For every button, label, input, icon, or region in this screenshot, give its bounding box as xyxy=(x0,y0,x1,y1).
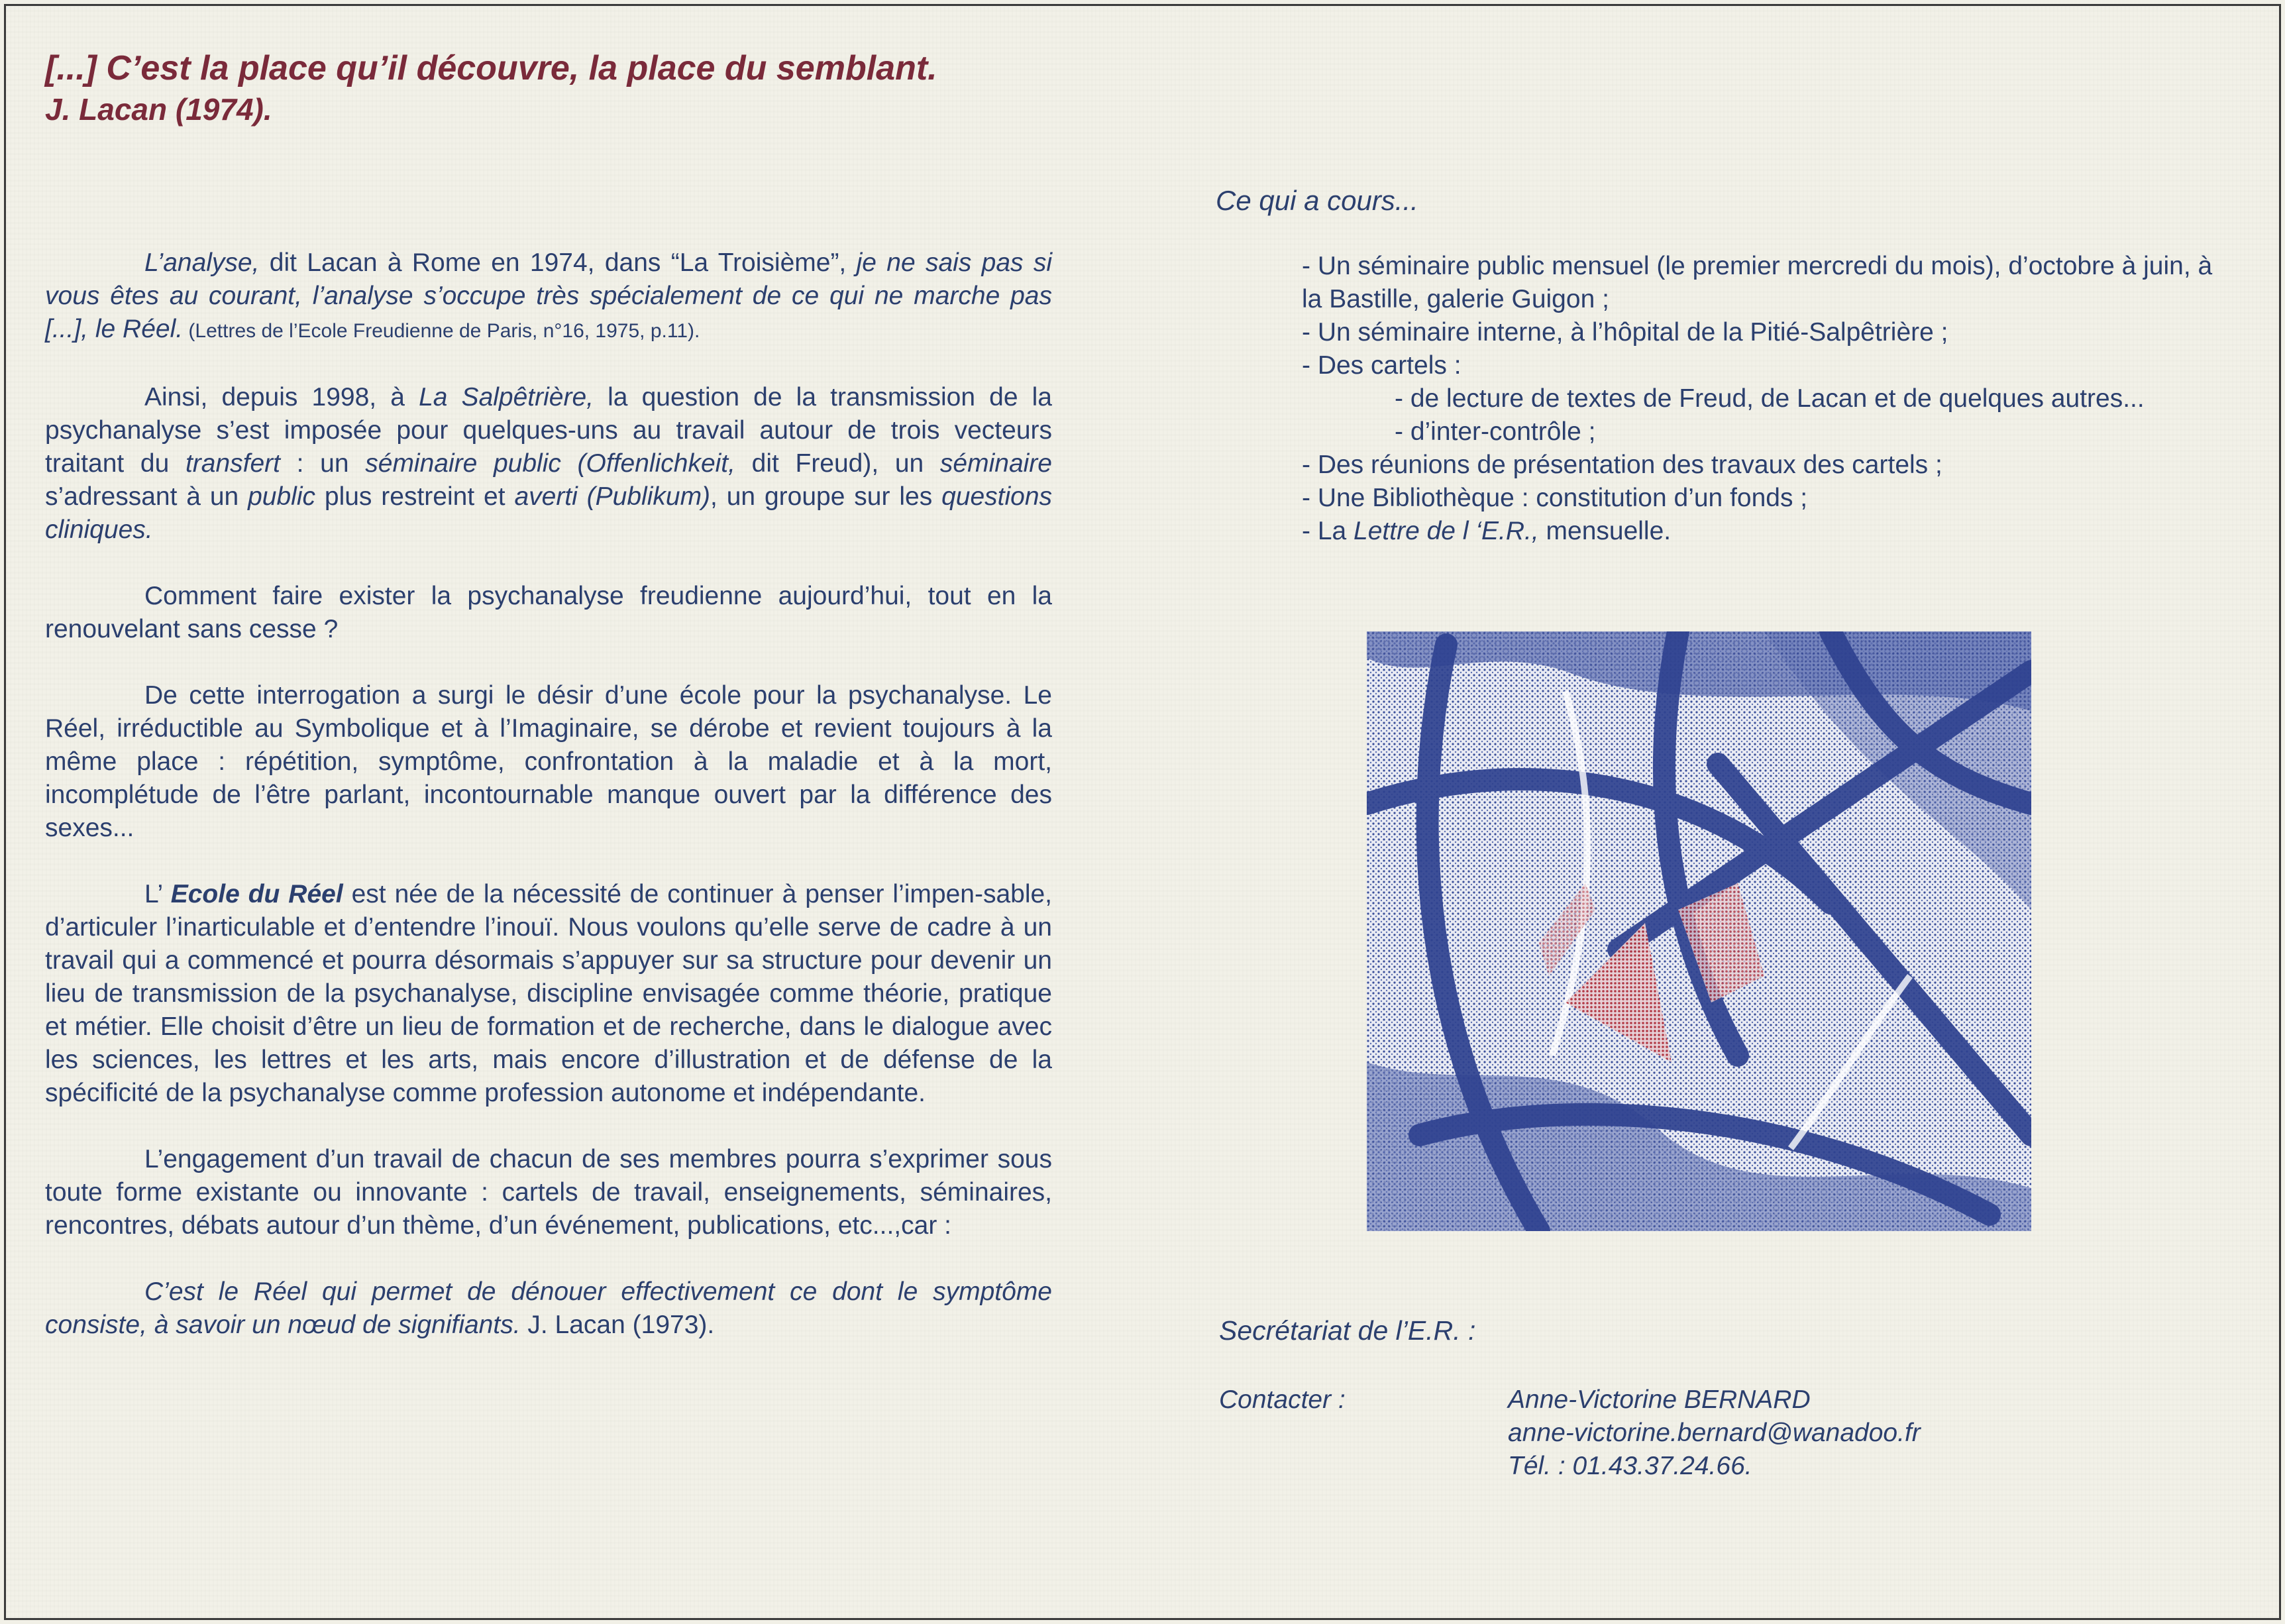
epigraph-quote: [...] C’est la place qu’il découvre, la place du semblant. xyxy=(45,49,937,87)
contact-email: anne-victorine.bernard@wanadoo.fr xyxy=(1508,1419,1921,1447)
p7-citation: J. Lacan (1973). xyxy=(520,1311,715,1339)
p2-j: public xyxy=(248,482,316,511)
contact-label: Contacter : xyxy=(1219,1385,1346,1414)
p2-e: : un xyxy=(280,449,366,478)
p5-a: L’ xyxy=(144,880,171,908)
paragraph-2 xyxy=(45,381,1052,547)
letter-title: Lettre de l ‘E.R., xyxy=(1354,517,1539,545)
p2-h: séminaire xyxy=(939,449,1052,478)
paragraph-7 xyxy=(45,1275,1052,1342)
epigraph-attribution: J. Lacan (1974). xyxy=(45,92,272,127)
contact-name: Anne-Victorine BERNARD xyxy=(1508,1385,1811,1414)
stippled-artwork-image xyxy=(1367,631,2031,1231)
p1-quote: je ne sais pas si vous êtes au courant, l’analyse s’occupe très spécialement de ce qui ne marche pas [...], le Réel. xyxy=(45,248,1052,343)
activities-list xyxy=(1216,250,2223,548)
list-subitem: - d’inter-contrôle ; xyxy=(1395,417,1596,446)
epigraph xyxy=(45,46,1052,129)
p2-a: Ainsi, depuis 1998, à xyxy=(144,383,419,411)
list-item: - Des cartels : xyxy=(1302,351,1461,380)
p1-text: dit Lacan à Rome en 1974, dans “La Troisième”, xyxy=(259,248,857,277)
right-column xyxy=(1216,182,2223,548)
p2-d: transfert xyxy=(185,449,281,478)
p2-f: séminaire public (Offenlichkeit, xyxy=(365,449,735,478)
p3-text: Comment faire exister la psychanalyse freudienne aujourd’hui, tout en la renouvelant sans cesse ? xyxy=(45,582,1052,643)
list-item xyxy=(1302,515,2223,548)
contact-values xyxy=(1508,1383,2104,1483)
p7-quote: C’est le Réel qui permet de dénouer effectivement ce dont le symptôme consiste, à savoir un nœud de signifiants. xyxy=(45,1277,1052,1339)
contact-phone: Tél. : 01.43.37.24.66. xyxy=(1508,1452,1752,1480)
paragraph-6 xyxy=(45,1143,1052,1242)
p6-text: L’engagement d’un travail de chacun de ses membres pourra s’exprimer sous toute forme existante ou innovante : cartels de travail, enseignements, séminaires, rencontres, débats autour d’un thème, d’un événement, publications, etc...,car : xyxy=(45,1145,1052,1240)
p2-l: averti (Publikum) xyxy=(514,482,711,511)
list-item: - Un séminaire interne, à l’hôpital de la Pitié-Salpêtrière ; xyxy=(1302,318,1948,347)
paragraph-1 xyxy=(45,246,1052,348)
paragraph-4 xyxy=(45,679,1052,845)
list-item: - Une Bibliothèque : constitution d’un fonds ; xyxy=(1302,484,1808,512)
p2-g: dit Freud), un xyxy=(735,449,940,478)
last-item-a: - La xyxy=(1302,517,1354,545)
school-name: Ecole du Réel xyxy=(170,880,343,908)
p2-b: La Salpêtrière, xyxy=(419,383,594,411)
p2-i: s’adressant à un xyxy=(45,482,248,511)
p2-m: , un groupe sur les xyxy=(710,482,942,511)
list-item: - Des réunions de présentation des travaux des cartels ; xyxy=(1302,451,1942,479)
paragraph-5 xyxy=(45,878,1052,1110)
activities-heading: Ce qui a cours... xyxy=(1216,185,1418,216)
p2-n: questions cliniques. xyxy=(45,482,1053,544)
p4-text: De cette interrogation a surgi le désir d’une école pour la psychanalyse. Le Réel, irréductible au Symbolique et à l’Imaginaire, se dérobe et revient toujours à la même place : répétition, symptôme, confrontation à la maladie et à la mort, incomplétude de l’être parlant, incontournable manque ouvert par la différence des sexes... xyxy=(45,681,1052,842)
left-column-text xyxy=(45,246,1052,1375)
paragraph-3 xyxy=(45,580,1052,646)
last-item-c: mensuelle. xyxy=(1538,517,1672,545)
list-item: - Un séminaire public mensuel (le premier mercredi du mois), d’octobre à juin, à la Bastille, galerie Guigon ; xyxy=(1302,252,2213,313)
p2-k: plus restreint et xyxy=(315,482,515,511)
secretariat-heading: Secrétariat de l’E.R. : xyxy=(1219,1315,1476,1346)
p2-c: la question de la transmission de la psychanalyse s’est imposée pour quelques-uns au travail autour de trois vecteurs traitant du xyxy=(45,383,1052,478)
p1-citation: (Lettres de l’Ecole Freudienne de Paris, n°16, 1975, p.11). xyxy=(183,320,700,342)
p1-italic-lead: L’analyse, xyxy=(144,248,260,277)
p5-c: est née de la nécessité de continuer à penser l’impen-sable, d’articuler l’inarticulable et d’entendre l’inouï. Nous voulons qu’elle serve de cadre à un travail qui a commencé et pourra désormais s’appuyer sur sa structure pour devenir un lieu de transmission de la psychanalyse, discipline envisagée comme théorie, pratique et métier. Elle choisit d’être un lieu de formation et de recherche, dans le dialogue avec les sciences, les lettres et les arts, mais encore d’illustration et de défense de la spécificité de la psychanalyse comme profession autonome et indépendante. xyxy=(45,880,1053,1107)
list-subitem: - de lecture de textes de Freud, de Lacan et de quelques autres... xyxy=(1395,384,2145,413)
